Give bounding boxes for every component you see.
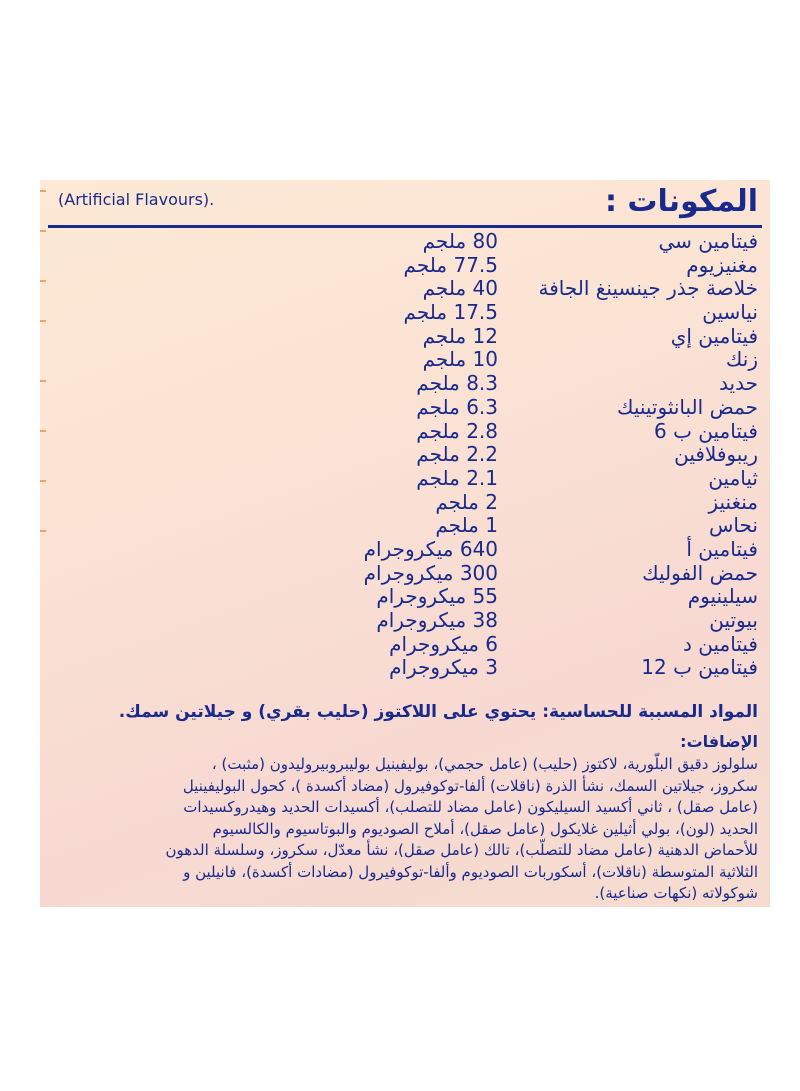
artificial-flavours-note: (Artificial Flavours).	[58, 190, 215, 209]
ingredients-panel	[40, 180, 770, 907]
ingredient-row	[40, 396, 770, 420]
header-divider	[48, 225, 762, 228]
ingredient-list	[40, 230, 770, 680]
ingredient-name: ريبوفلافين	[674, 442, 758, 467]
ingredient-amount: 300 ميكروجرام	[363, 560, 498, 585]
ingredient-row	[40, 443, 770, 467]
ingredient-row	[40, 420, 770, 444]
ingredient-name: فيتامين د	[683, 631, 758, 656]
ingredient-amount: 10 ملجم	[422, 347, 498, 372]
ingredient-name: فيتامين سي	[658, 229, 758, 253]
ingredient-name: فيتامين ب 6	[654, 418, 758, 443]
ingredient-amount: 17.5 ملجم	[403, 300, 498, 325]
ingredient-row	[40, 325, 770, 349]
ingredient-row	[40, 562, 770, 586]
ingredient-row	[40, 538, 770, 562]
ingredient-amount: 640 ميكروجرام	[363, 536, 498, 561]
allergen-statement: المواد المسببة للحساسية: يحتوي على اللاكتوز (حليب بقري) و جيلاتين سمك.	[118, 702, 758, 722]
additives-line: الحديد (لون)، بولي أثيلين غلايكول (عامل صقل)، أملاح الصوديوم والبوتاسيوم والكالسيوم	[212, 819, 758, 838]
additives-line: شوكولاته (نكهات صناعية).	[594, 884, 758, 902]
ingredient-row	[40, 656, 770, 680]
ingredient-row	[40, 585, 770, 609]
additives-line: للأحماض الدهنية (عامل مضاد للتصلّب)، تالك (عامل صقل)، نشأ معدّل، سكروز، وسلسلة الدهون	[165, 841, 758, 859]
ingredient-name: سيلينيوم	[687, 584, 758, 609]
ingredient-row	[40, 491, 770, 515]
ingredient-row	[40, 633, 770, 657]
ingredient-name: حمض الفوليك	[642, 560, 758, 585]
ingredient-name: خلاصة جذر جينسينغ الجافة	[538, 276, 758, 301]
ingredient-amount: 55 ميكروجرام	[376, 584, 498, 609]
ingredient-amount: 38 ميكروجرام	[376, 608, 498, 632]
ingredient-amount: 6 ميكروجرام	[389, 631, 498, 656]
ingredient-name: مغنيزيوم	[686, 252, 758, 277]
additives-heading: الإضافات:	[680, 732, 758, 751]
ingredient-amount: 1 ملجم	[435, 513, 498, 538]
ingredient-amount: 2.8 ملجم	[416, 418, 498, 443]
ingredient-amount: 2 ملجم	[435, 489, 498, 514]
ingredient-row	[40, 609, 770, 633]
ingredient-amount: 6.3 ملجم	[416, 394, 498, 419]
additives-line: الثلاثية المتوسطة (ناقلات)، أسكوربات الصوديوم وألفا-توكوفيرول (مضادات أكسدة)، فانيلين و	[183, 862, 758, 881]
ingredient-name: فيتامين أ	[686, 536, 758, 561]
ingredient-name: حمض البانثوتينيك	[616, 394, 758, 419]
ingredient-name: بيوتين	[709, 608, 758, 632]
ingredient-name: ثيامين	[708, 465, 758, 490]
additives-line: سكروز، جيلاتين السمك، نشأ الذرة (ناقلات) ألفا-توكوفيرول (مضاد أكسدة )، كحول البوليفينيل	[182, 776, 758, 795]
ingredient-name: زنك	[725, 347, 758, 372]
additives-text	[46, 754, 758, 905]
ingredient-row	[40, 230, 770, 254]
ingredient-amount: 40 ملجم	[422, 276, 498, 301]
ingredient-name: فيتامين ب 12	[641, 655, 758, 680]
edge-tick	[40, 190, 46, 192]
ingredient-name: نياسين	[702, 300, 758, 325]
ingredient-row	[40, 372, 770, 396]
ingredient-row	[40, 277, 770, 301]
ingredient-row	[40, 467, 770, 491]
ingredient-row	[40, 514, 770, 538]
ingredient-amount: 3 ميكروجرام	[389, 655, 498, 680]
ingredient-amount: 2.2 ملجم	[416, 442, 498, 467]
ingredient-name: حديد	[719, 371, 758, 396]
ingredient-amount: 8.3 ملجم	[416, 371, 498, 396]
ingredient-name: فيتامين إي	[670, 323, 758, 348]
ingredient-amount: 77.5 ملجم	[403, 252, 498, 277]
ingredient-row	[40, 301, 770, 325]
ingredient-row	[40, 254, 770, 278]
ingredient-row	[40, 348, 770, 372]
additives-line: سلولوز دقيق البلّورية، لاكتوز (حليب) (عامل حجمي)، بوليفينيل بوليبروبيروليدون (مثبت) ،	[211, 755, 758, 773]
ingredient-amount: 80 ملجم	[422, 229, 498, 253]
ingredient-name: نحاس	[709, 513, 758, 538]
ingredient-name: منغنيز	[708, 489, 758, 514]
ingredient-amount: 2.1 ملجم	[416, 465, 498, 490]
ingredients-heading: المكونات :	[604, 184, 758, 219]
ingredient-amount: 12 ملجم	[422, 323, 498, 348]
additives-line: (عامل صقل) ، ثاني أكسيد السيليكون (عامل مضاد للتصلب)، أكسيدات الحديد وهيدروكسيدات	[183, 798, 758, 816]
